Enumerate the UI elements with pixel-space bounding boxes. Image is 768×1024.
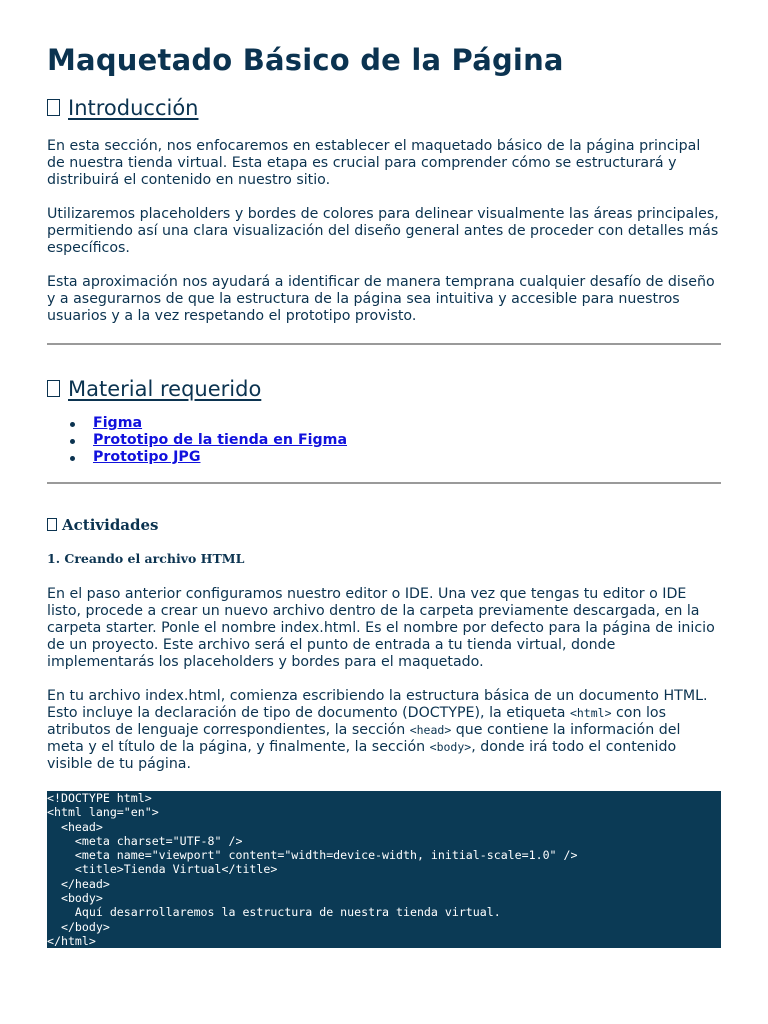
- step-2-text: , donde irá todo el contenido visible de tu página.: [47, 739, 677, 772]
- document-page: [47, 0, 721, 948]
- step-2-text: que contiene la información del meta y el título de la página, y finalmente, la sección: [47, 722, 681, 755]
- emoji-placeholder-icon: [47, 380, 60, 397]
- material-heading-text: Material requerido: [68, 377, 262, 401]
- figma-link[interactable]: Figma: [93, 415, 143, 431]
- step-2-paragraph: [47, 688, 721, 773]
- material-heading: [47, 375, 721, 403]
- page-title: Maquetado Básico de la Página: [47, 43, 564, 77]
- intro-paragraph-1: En esta sección, nos enfocaremos en establecer el maquetado básico de la página principal de nuestra tienda virtual. Esta etapa es crucial para comprender cómo se estructurará y distribuirá el contenido en nuestro sitio.: [47, 138, 701, 188]
- intro-paragraph-2: Utilizaremos placeholders y bordes de colores para delinear visualmente las áreas principales, permitiendo así una clara visualización del diseño general antes de proceder con detalles más específicos.: [47, 206, 719, 256]
- activities-heading: [47, 516, 721, 534]
- activities-heading-text: Actividades: [62, 516, 159, 534]
- step-1-heading: 1. Creando el archivo HTML: [47, 551, 245, 566]
- list-item: [47, 415, 721, 432]
- material-link-list: [47, 415, 721, 466]
- list-item: [47, 449, 721, 466]
- divider: [47, 343, 721, 345]
- html-tag-code: <html>: [569, 706, 612, 720]
- step-2-text: En tu archivo index.html, comienza escribiendo la estructura básica de un documento HTML. Esto incluye la declaración de tipo de documento (DOCTYPE), la etiqueta: [47, 688, 708, 721]
- intro-heading: [47, 94, 721, 122]
- head-tag-code: <head>: [409, 723, 452, 737]
- list-item: [47, 432, 721, 449]
- emoji-placeholder-icon: [47, 518, 57, 531]
- jpg-prototype-link[interactable]: Prototipo JPG: [93, 449, 201, 465]
- step-1-paragraph: En el paso anterior configuramos nuestro editor o IDE. Una vez que tengas tu editor o IDE listo, procede a crear un nuevo archivo dentro de la carpeta previamente descargada, en la carpeta starter. Ponle el nombre index.html. Es el nombre por defecto para la página de inicio de un proyecto. Este archivo será el punto de entrada a tu tienda virtual, donde implementarás los placeholders y bordes para el maquetado.: [47, 586, 715, 670]
- emoji-placeholder-icon: [47, 99, 60, 116]
- divider: [47, 482, 721, 484]
- figma-prototype-link[interactable]: Prototipo de la tienda en Figma: [93, 432, 348, 448]
- html-code-block: <!DOCTYPE html> <html lang="en"> <head> <meta charset="UTF-8" /> <meta name="viewport" content="width=device-width, initial-scale=1.0" /> <title>Tienda Virtual</title> </head> <body> Aquí desarrollaremos la estructura de nuestra tienda virtual. </body> </html>: [47, 791, 721, 948]
- body-tag-code: <body>: [429, 740, 472, 754]
- intro-paragraph-3: Esta aproximación nos ayudará a identificar de manera temprana cualquier desafío de diseño y a asegurarnos de que la estructura de la página sea intuitiva y accesible para nuestros usuarios y a la vez respetando el prototipo provisto.: [47, 274, 715, 324]
- step-2-text: con los atributos de lenguaje correspondientes, la sección: [47, 705, 667, 738]
- intro-heading-text: Introducción: [68, 96, 199, 120]
